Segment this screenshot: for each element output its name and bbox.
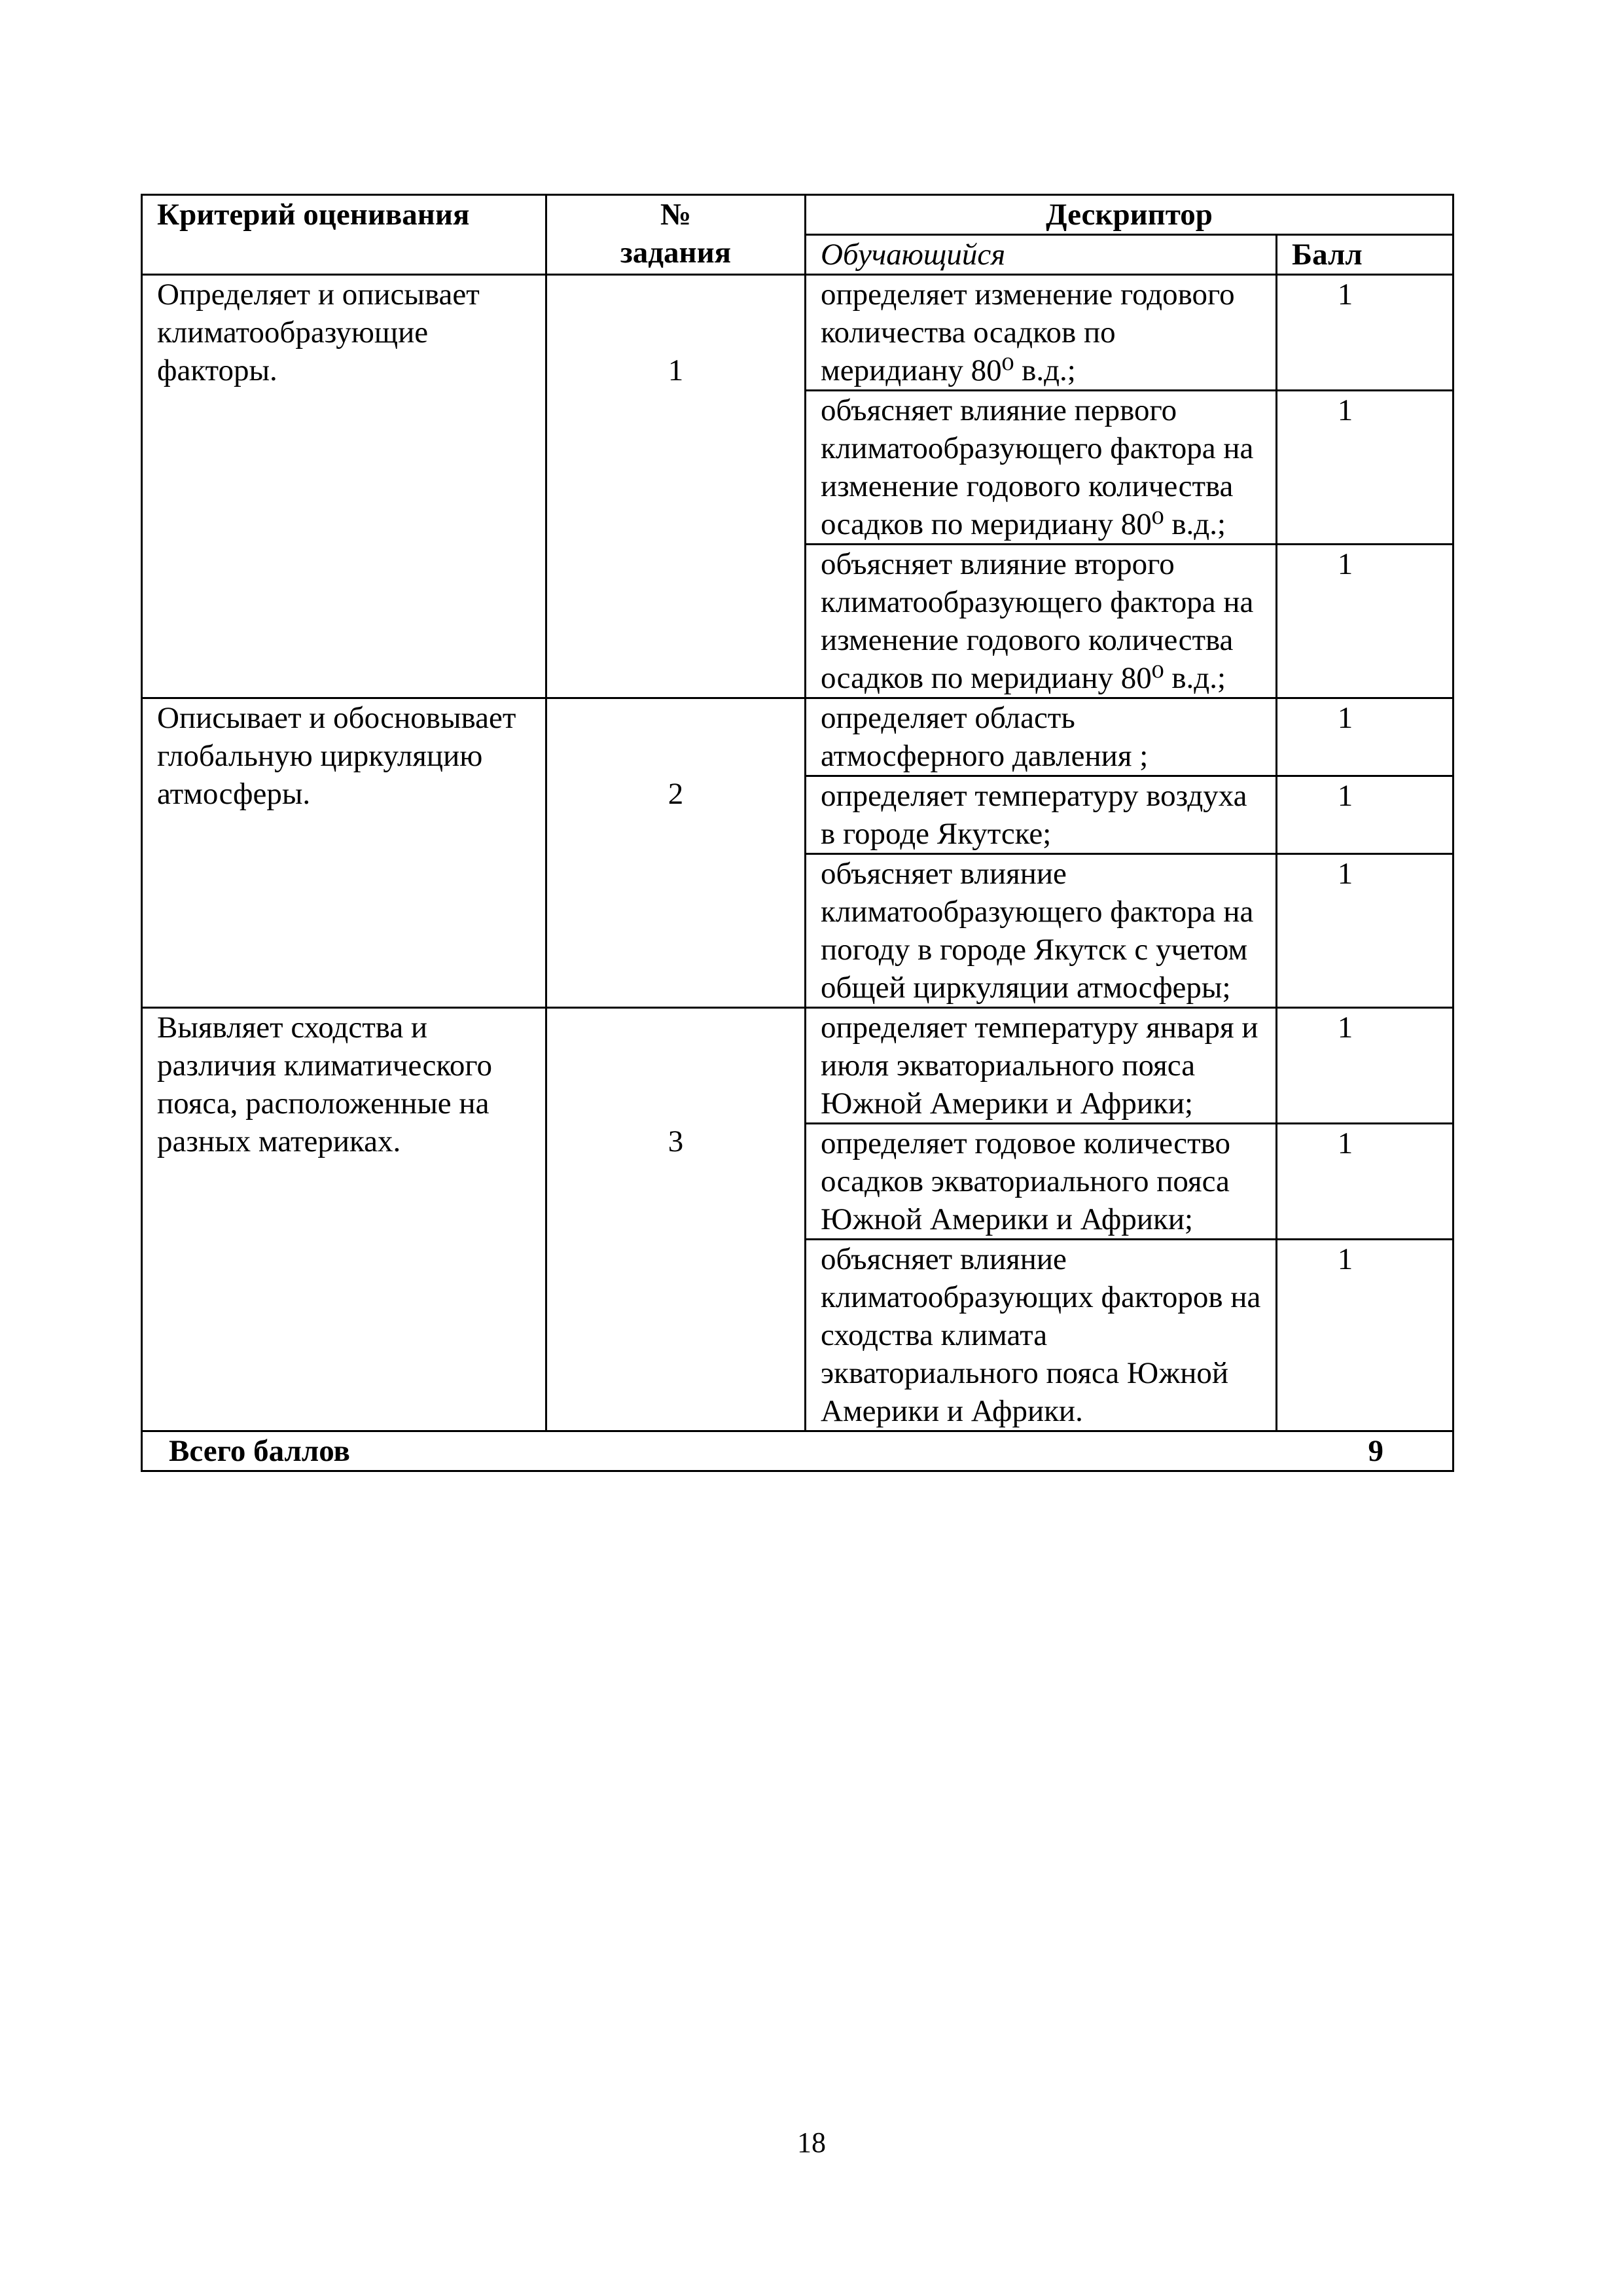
header-task-number: № задания xyxy=(546,195,806,275)
total-score: 9 xyxy=(1277,1431,1454,1471)
header-row xyxy=(142,195,1454,235)
page-number: 18 xyxy=(797,2126,826,2159)
score-cell: 1 xyxy=(1277,1124,1454,1240)
descriptor-cell: определяет температуру воздуха в городе Якутске; xyxy=(806,776,1277,854)
score-cell: 1 xyxy=(1277,698,1454,776)
score-cell: 1 xyxy=(1277,1240,1454,1431)
task-number-cell: 3 xyxy=(546,1008,806,1431)
descriptor-cell: определяет изменение годового количества осадков по меридиану 80⁰ в.д.; xyxy=(806,275,1277,391)
descriptor-cell: объясняет влияние второго климатообразующего фактора на изменение годового количества осадков по меридиану 80⁰ в.д.; xyxy=(806,545,1277,698)
score-cell: 1 xyxy=(1277,391,1454,545)
table-row xyxy=(142,698,1454,776)
table-row xyxy=(142,275,1454,391)
score-cell: 1 xyxy=(1277,854,1454,1008)
descriptor-cell: определяет годовое количество осадков экваториального пояса Южной Америки и Африки; xyxy=(806,1124,1277,1240)
task-number-cell xyxy=(546,275,806,698)
header-learner: Обучающийся xyxy=(806,235,1277,275)
score-cell: 1 xyxy=(1277,776,1454,854)
score-cell: 1 xyxy=(1277,275,1454,391)
header-criterion: Критерий оценивания xyxy=(142,195,546,275)
criterion-cell: Определяет и описывает климатообразующие факторы. xyxy=(142,275,546,698)
descriptor-cell: объясняет влияние климатообразующего фактора на погоду в городе Якутск с учетом общей циркуляции атмосферы; xyxy=(806,854,1277,1008)
score-cell: 1 xyxy=(1277,545,1454,698)
descriptor-cell: определяет область атмосферного давления ; xyxy=(806,698,1277,776)
criterion-cell: Описывает и обосновывает глобальную циркуляцию атмосферы. xyxy=(142,698,546,1008)
assessment-rubric-table xyxy=(141,194,1454,1472)
header-score: Балл xyxy=(1277,235,1454,275)
criterion-cell: Выявляет сходства и различия климатического пояса, расположенные на разных материках. xyxy=(142,1008,546,1431)
descriptor-cell: определяет температуру января и июля экваториального пояса Южной Америки и Африки; xyxy=(806,1008,1277,1124)
table-row xyxy=(142,1008,1454,1124)
task-number: 1 xyxy=(668,353,684,387)
task-number-cell: 2 xyxy=(546,698,806,1008)
descriptor-cell: объясняет влияние климатообразующих факторов на сходства климата экваториального пояса Южной Америки и Африки. xyxy=(806,1240,1277,1431)
score-cell: 1 xyxy=(1277,1008,1454,1124)
descriptor-cell: объясняет влияние первого климатообразующего фактора на изменение годового количества осадков по меридиану 80⁰ в.д.; xyxy=(806,391,1277,545)
header-descriptor: Дескриптор xyxy=(806,195,1454,235)
total-row xyxy=(142,1431,1454,1471)
total-label: Всего баллов xyxy=(142,1431,1277,1471)
